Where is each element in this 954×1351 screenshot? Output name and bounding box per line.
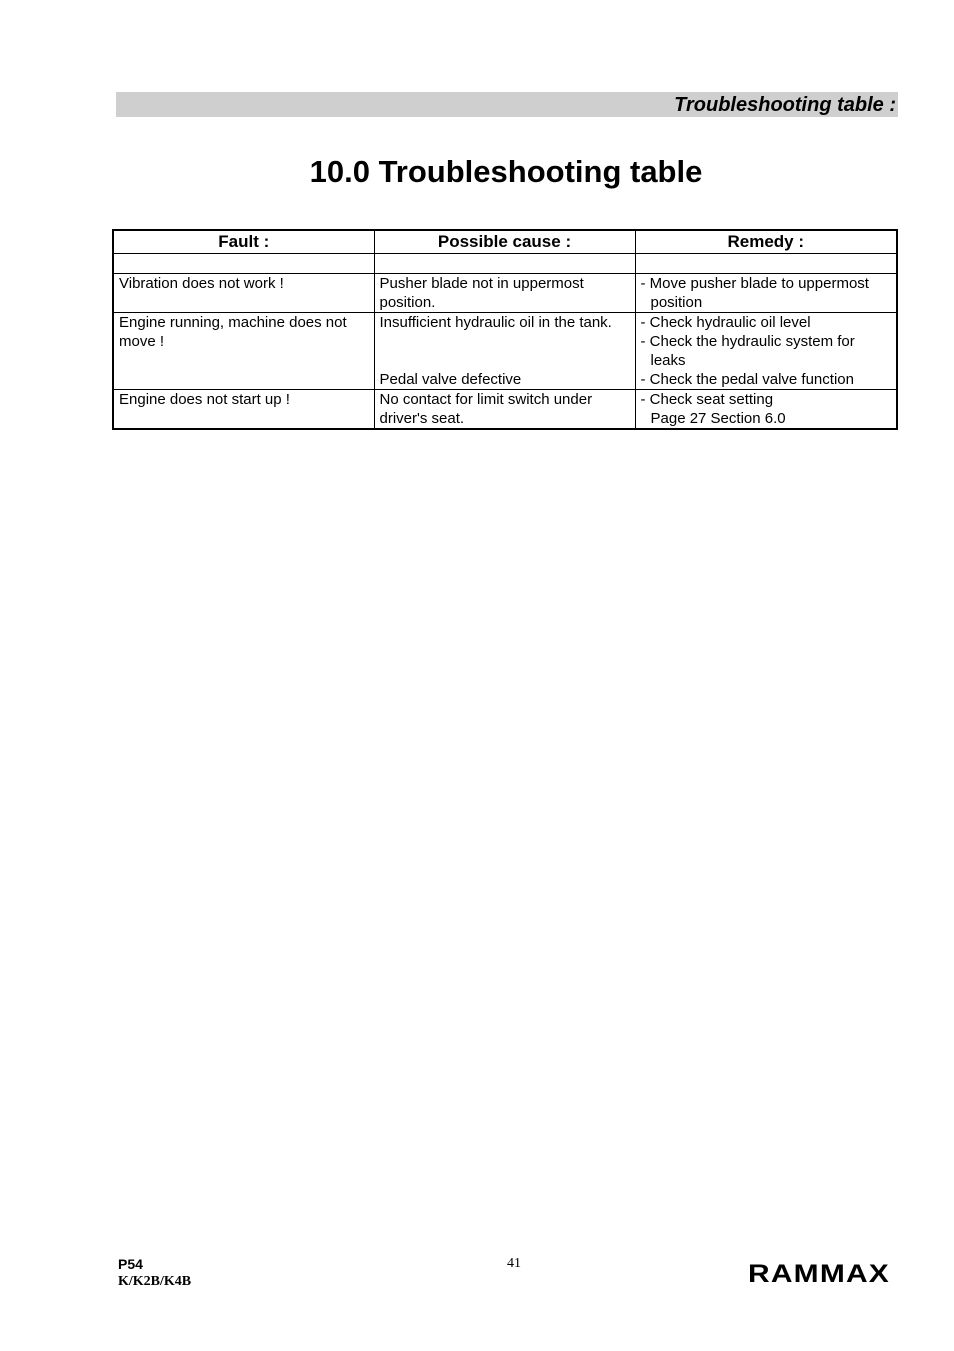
cause-text: Pusher blade not in uppermost — [379, 275, 584, 292]
remedy-text: - Check the pedal valve function — [640, 371, 854, 388]
page-title: 10.0 Troubleshooting table — [309, 154, 703, 189]
rammax-logo — [748, 1260, 890, 1286]
table-cell — [635, 254, 897, 274]
fault-cell — [113, 313, 374, 390]
table-cell — [113, 254, 374, 274]
remedy-text: - Move pusher blade to uppermost — [640, 275, 869, 292]
page-number: 41 — [507, 1256, 521, 1271]
header-possible-cause: Possible cause : — [374, 230, 635, 254]
table-cell — [374, 254, 635, 274]
cause-text: driver's seat. — [379, 410, 465, 427]
cause-text: No contact for limit switch under — [379, 391, 593, 408]
cause-cell — [374, 390, 635, 430]
table-header-row — [113, 230, 897, 254]
rammax-logo-text: RAMMAX — [748, 1260, 890, 1286]
cause-cell — [374, 274, 635, 313]
table-row — [113, 313, 897, 390]
remedy-text: - Check the hydraulic system for — [640, 333, 855, 350]
header-fault: Fault : — [113, 230, 374, 254]
remedy-text: - Check hydraulic oil level — [640, 314, 811, 331]
fault-text: Engine does not start up ! — [119, 391, 290, 408]
cause-text: Insufficient hydraulic oil in the tank. — [379, 314, 612, 331]
table-row — [113, 274, 897, 313]
remedy-text-continued: position — [650, 294, 703, 311]
remedy-cell — [635, 313, 897, 390]
troubleshooting-table — [112, 229, 898, 430]
footer-model: P54 — [118, 1256, 143, 1272]
fault-cell — [113, 274, 374, 313]
remedy-text-continued: leaks — [650, 352, 686, 369]
fault-text: move ! — [119, 333, 165, 350]
fault-text: Vibration does not work ! — [119, 275, 284, 292]
cause-text: position. — [379, 294, 436, 311]
fault-text: Engine running, machine does not — [119, 314, 347, 331]
header-title: Troubleshooting table : — [674, 94, 896, 116]
footer-variant: K/K2B/K4B — [118, 1274, 192, 1289]
remedy-text-continued: Page 27 Section 6.0 — [650, 410, 786, 427]
cause-text: Pedal valve defective — [379, 371, 522, 388]
table-row — [113, 390, 897, 430]
cause-text — [380, 332, 631, 351]
header-bar — [116, 92, 898, 117]
cause-text — [380, 351, 631, 370]
remedy-text: - Check seat setting — [640, 391, 774, 408]
header-remedy: Remedy : — [635, 230, 897, 254]
table-spacer-row — [113, 254, 897, 274]
fault-cell — [113, 390, 374, 430]
remedy-cell — [635, 274, 897, 313]
remedy-cell — [635, 390, 897, 430]
cause-cell — [374, 313, 635, 390]
